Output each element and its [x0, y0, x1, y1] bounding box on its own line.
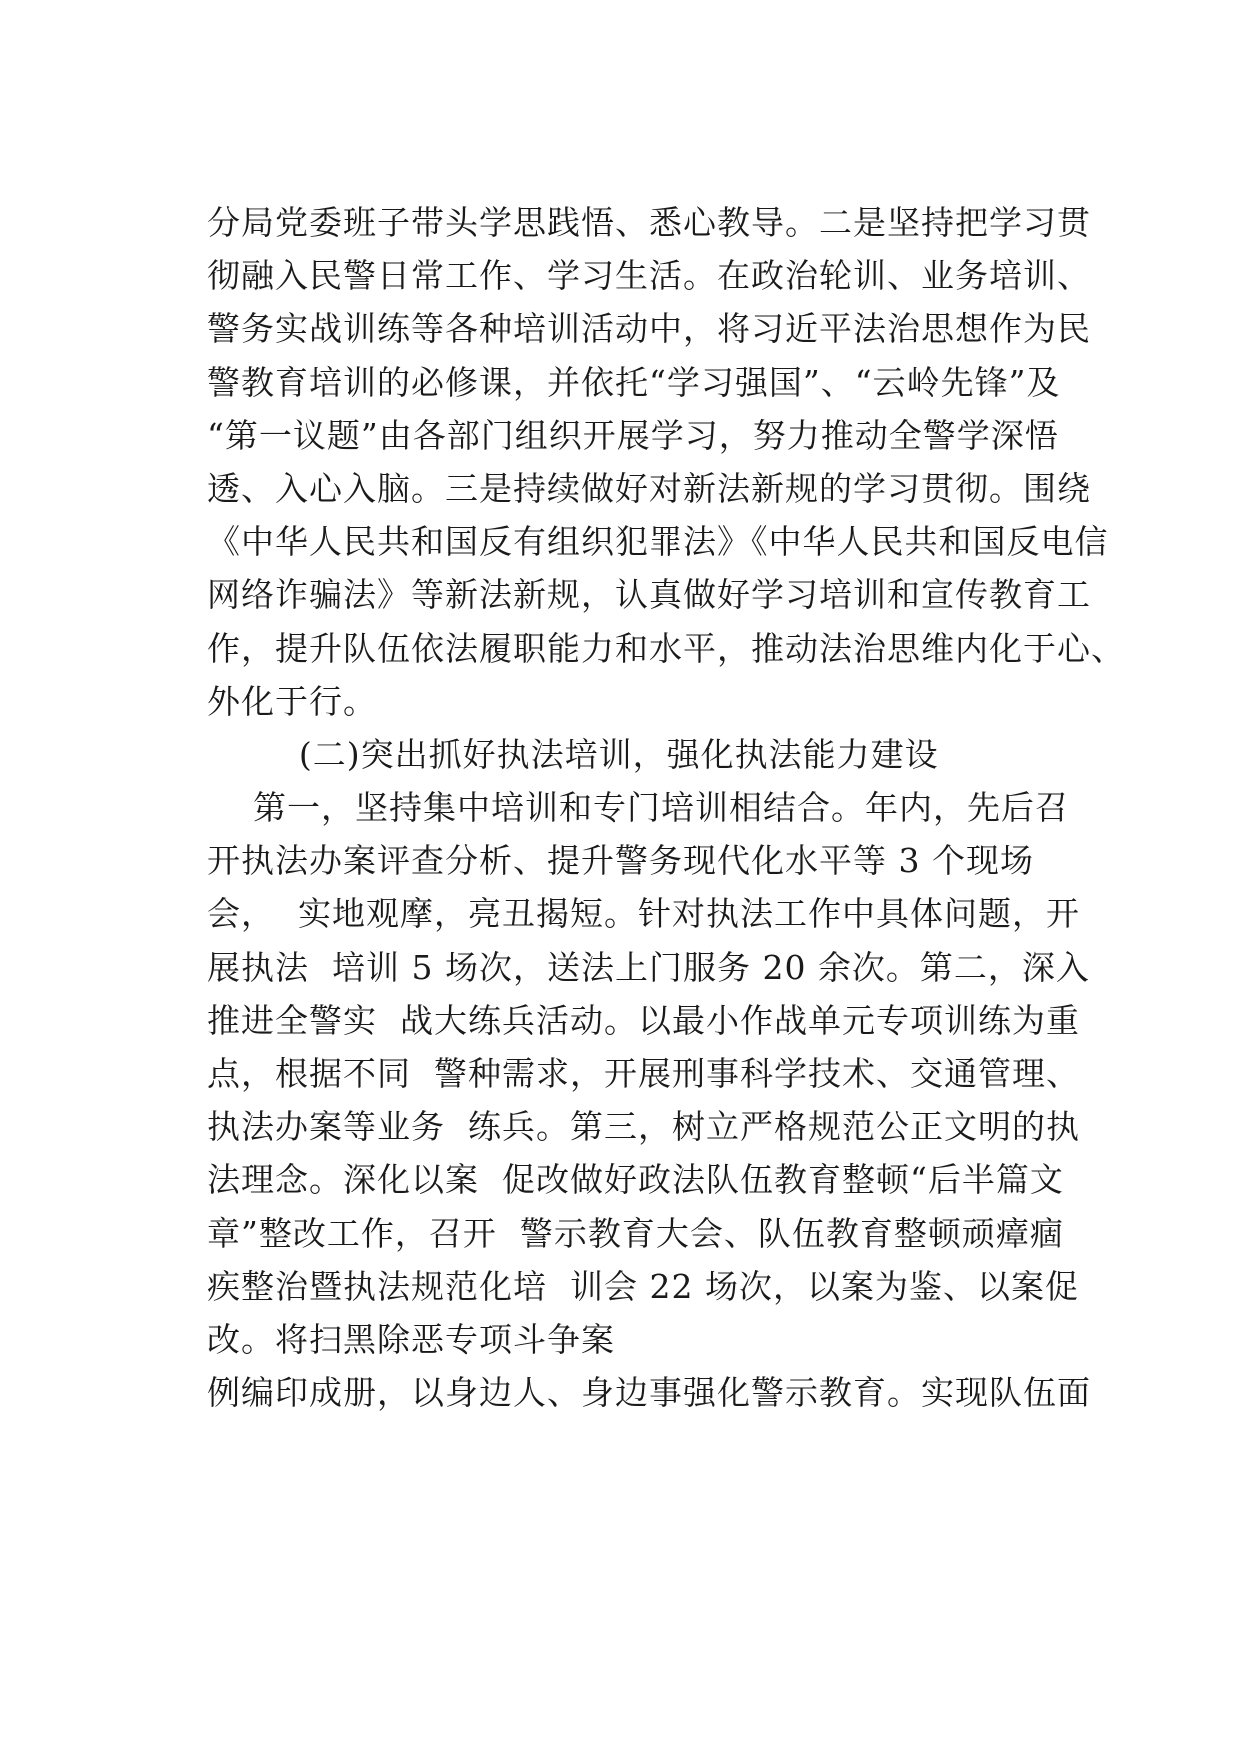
text-line: 展执法 培训 5 场次，送法上门服务 20 余次。第二，深入 [207, 947, 1090, 987]
text-line: 透、入心入脑。三是持续做好对新法新规的学习贯彻。围绕 [207, 468, 1091, 508]
text-line: “第一议题”由各部门组织开展学习，努力推动全警学深悟 [207, 415, 1059, 455]
text-line: 第一，坚持集中培训和专门培训相结合。年内，先后召 [207, 788, 1069, 828]
text-line: 警教育培训的必修课，并依托“学习强国”、“云岭先锋”及 [207, 362, 1061, 402]
text-line: 法理念。深化以案 促改做好政法队伍教育整顿“后半篇文 [207, 1160, 1064, 1200]
text-line: 网络诈骗法》等新法新规，认真做好学习培训和宣传教育工 [207, 575, 1091, 615]
text-line: 会， 实地观摩，亮丑揭短。针对执法工作中具体问题，开 [207, 894, 1080, 934]
body-text [207, 196, 1125, 1419]
section-heading: (二)突出抓好执法培训，强化执法能力建设 [207, 734, 939, 774]
text-line: 警务实战训练等各种培训活动中，将习近平法治思想作为民 [207, 309, 1091, 349]
text-line: 作，提升队伍依法履职能力和水平，推动法治思维内化于心、 [207, 628, 1125, 668]
text-line: 改。将扫黑除恶专项斗争案 [207, 1319, 615, 1359]
text-line: 外化于行。 [207, 681, 377, 721]
text-line: 推进全警实 战大练兵活动。以最小作战单元专项训练为重 [207, 1000, 1080, 1040]
text-line: 疾整治暨执法规范化培 训会 22 场次，以案为鉴、以案促 [207, 1266, 1079, 1306]
text-line: 彻融入民警日常工作、学习生活。在政治轮训、业务培训、 [207, 256, 1091, 296]
text-line: 开执法办案评查分析、提升警务现代化水平等 3 个现场 [207, 841, 1034, 881]
text-line: 例编印成册，以身边人、身边事强化警示教育。实现队伍面 [207, 1373, 1091, 1413]
text-line: 《中华人民共和国反有组织犯罪法》《中华人民共和国反电信 [207, 522, 1109, 562]
text-line: 分局党委班子带头学思践悟、悉心教导。二是坚持把学习贯 [207, 203, 1091, 242]
text-line: 章”整改工作，召开 警示教育大会、队伍教育整顿顽瘴痼 [207, 1213, 1064, 1253]
text-line: 执法办案等业务 练兵。第三，树立严格规范公正文明的执 [207, 1107, 1080, 1147]
text-line: 点，根据不同 警种需求，开展刑事科学技术、交通管理、 [207, 1054, 1080, 1093]
